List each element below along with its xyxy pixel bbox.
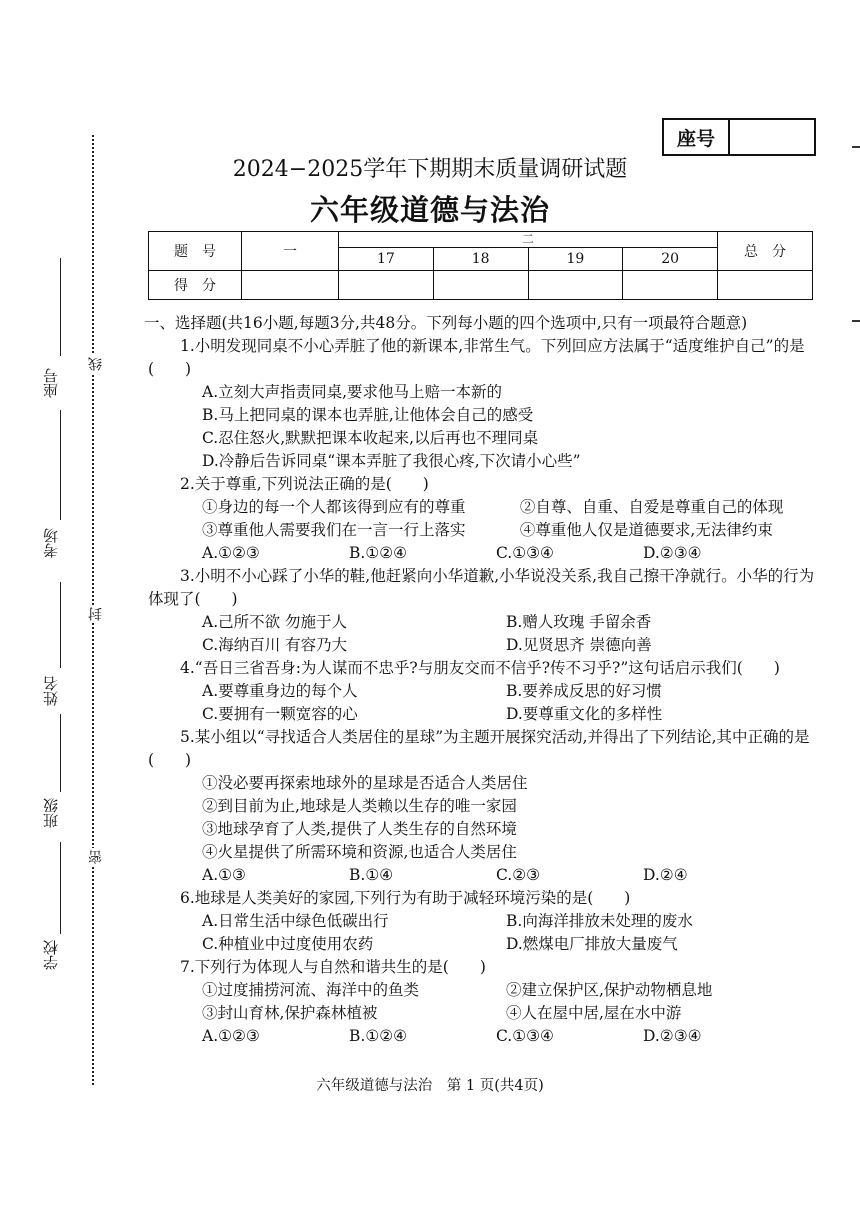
seat-number-box: [662, 118, 816, 156]
field-label-exam-room: 考场: [42, 528, 60, 558]
option-row: [148, 933, 820, 956]
score-cell[interactable]: [242, 271, 339, 300]
option-row: [148, 542, 820, 565]
option-a[interactable]: A.己所不欲 勿施于人: [202, 613, 348, 631]
statement-3: ③封山育林,保护森林植被: [202, 1004, 378, 1022]
exam-subject: 六年级道德与法治: [309, 193, 550, 227]
field-line-seat[interactable]: [60, 258, 61, 356]
option-d[interactable]: D.②③④: [643, 544, 702, 562]
field-label-class: 班级: [42, 798, 60, 828]
option-c[interactable]: C.②③: [496, 866, 541, 884]
statement-1: ①过度捕捞河流、海洋中的鱼类: [202, 981, 420, 999]
statement-4: ④尊重他人仅是道德要求,无法律约束: [519, 521, 773, 539]
statement-2: ②建立保护区,保护动物栖息地: [506, 981, 713, 999]
question-5: [148, 726, 820, 887]
score-table-no-label: 题 号: [149, 232, 242, 271]
option-c[interactable]: C.①③④: [496, 1027, 554, 1045]
statement-1: ①身边的每一个人都该得到应有的尊重: [202, 498, 466, 516]
option-c[interactable]: C.①③④: [496, 544, 554, 562]
statement-3: ③尊重他人需要我们在一言一行上落实: [202, 521, 466, 539]
section-heading: [144, 312, 820, 335]
option-a[interactable]: A.①③: [202, 866, 246, 884]
field-label-school: 学校: [42, 940, 60, 970]
option-b[interactable]: B.马上把同桌的课本也弄脏,让他体会自己的感受: [202, 406, 534, 424]
question-stem: 1.小明发现同桌不小心弄脏了他的新课本,非常生气。下列回应方法属于“适度维护自己”的是( ): [148, 337, 805, 378]
option-d[interactable]: D.②③④: [643, 1027, 702, 1045]
option-row: [148, 910, 820, 933]
option-a[interactable]: A.①②③: [202, 1027, 260, 1045]
score-cell[interactable]: [339, 271, 434, 300]
option-b[interactable]: B.要养成反思的好习惯: [506, 682, 662, 700]
seat-number-field[interactable]: [730, 120, 814, 154]
option-b[interactable]: B.向海洋排放未处理的废水: [506, 912, 693, 930]
score-table-item-19: 19: [528, 248, 623, 271]
option-row: [148, 611, 820, 634]
statement-3: ③地球孕育了人类,提供了人类生存的自然环境: [202, 820, 517, 838]
field-line-name[interactable]: [60, 582, 61, 668]
page-footer: 六年级道德与法治 第 1 页(共4页): [316, 1078, 544, 1094]
score-cell-total[interactable]: [718, 271, 813, 300]
score-cell[interactable]: [623, 271, 718, 300]
field-label-seat: 座号: [42, 368, 60, 398]
statement-2: ②自尊、自重、自爱是尊重自己的体现: [519, 498, 784, 516]
question-stem: 6.地球是人类美好的家园,下列行为有助于减轻环境污染的是( ): [180, 889, 631, 907]
question-1: [148, 335, 820, 473]
field-line-school[interactable]: [60, 842, 61, 934]
score-table-part2: 二: [339, 232, 718, 248]
option-d[interactable]: D.②④: [643, 866, 688, 884]
seal-word-line: 线: [88, 357, 104, 371]
score-table-score-label: 得 分: [149, 271, 242, 300]
option-a[interactable]: A.①②③: [202, 544, 260, 562]
score-table-total-label: 总 分: [718, 232, 813, 271]
score-cell[interactable]: [433, 271, 528, 300]
question-stem: 4.“吾日三省吾身:为人谋而不忠乎?与朋友交而不信乎?传不习乎?”这句话启示我们( ): [180, 659, 780, 677]
option-row: [148, 1025, 820, 1048]
edge-mark: [852, 320, 860, 322]
option-d[interactable]: D.见贤思齐 崇德向善: [506, 636, 652, 654]
field-label-name: 姓名: [42, 676, 60, 706]
exam-title: 2024−2025学年下期期末质量调研试题: [232, 157, 628, 182]
option-row: [148, 703, 820, 726]
question-7: [148, 956, 820, 1048]
option-a[interactable]: A.立刻大声指责同桌,要求他马上赔一本新的: [202, 383, 503, 401]
option-b[interactable]: B.①②④: [349, 1027, 408, 1045]
score-table-part1: 一: [242, 232, 339, 271]
statement-row: [148, 519, 820, 542]
option-b[interactable]: B.①②④: [349, 544, 408, 562]
statement-row: [148, 1002, 820, 1025]
question-stem: 3.小明不小心踩了小华的鞋,他赶紧向小华道歉,小华说没关系,我自己擦干净就行。小华的行为体现了( ): [148, 567, 815, 608]
statement-1: ①没必要再探索地球外的星球是否适合人类居住: [202, 774, 528, 792]
option-row: [148, 680, 820, 703]
question-6: [148, 887, 820, 956]
option-b[interactable]: B.①④: [349, 866, 394, 884]
option-c[interactable]: C.海纳百川 有容乃大: [202, 636, 348, 654]
option-c[interactable]: C.种植业中过度使用农药: [202, 935, 374, 953]
option-a[interactable]: A.要尊重身边的每个人: [202, 682, 358, 700]
field-line-exam-room[interactable]: [60, 410, 61, 520]
score-table: [148, 231, 813, 300]
question-stem: 5.某小组以“寻找适合人类居住的星球”为主题开展探究活动,并得出了下列结论,其中正确的是( ): [148, 728, 810, 769]
option-c[interactable]: C.要拥有一颗宽容的心: [202, 705, 358, 723]
score-table-item-20: 20: [623, 248, 718, 271]
section-title: 一、选择题(共16小题,每题3分,共48分。下列每小题的四个选项中,只有一项最符合题意): [144, 314, 748, 332]
option-d[interactable]: D.要尊重文化的多样性: [506, 705, 663, 723]
option-b[interactable]: B.赠人玫瑰 手留余香: [506, 613, 652, 631]
option-row: [148, 634, 820, 657]
statement-row: [148, 979, 820, 1002]
question-3: [148, 565, 820, 657]
option-c[interactable]: C.忍住怒火,默默把课本收起来,以后再也不理同桌: [202, 429, 539, 447]
option-d[interactable]: D.冷静后告诉同桌“课本弄脏了我很心疼,下次请小心些”: [202, 452, 581, 470]
seat-number-label: 座号: [664, 120, 730, 154]
edge-mark: [852, 146, 860, 148]
statement-2: ②到目前为止,地球是人类赖以生存的唯一家园: [202, 797, 517, 815]
score-table-item-18: 18: [433, 248, 528, 271]
field-line-class[interactable]: [60, 714, 61, 792]
question-2: [148, 473, 820, 565]
statement-row: [148, 496, 820, 519]
question-section: [144, 312, 820, 1048]
seal-word-seal: 封: [88, 607, 104, 621]
question-stem: 2.关于尊重,下列说法正确的是( ): [180, 475, 429, 493]
statement-4: ④火星提供了所需环境和资源,也适合人类居住: [202, 843, 517, 861]
option-d[interactable]: D.燃煤电厂排放大量废气: [506, 935, 678, 953]
statement-4: ④人在屋中居,屋在水中游: [506, 1004, 682, 1022]
option-row: [148, 864, 820, 887]
question-stem: 7.下列行为体现人与自然和谐共生的是( ): [180, 958, 486, 976]
score-table-item-17: 17: [339, 248, 434, 271]
score-cell[interactable]: [528, 271, 623, 300]
question-4: [148, 657, 820, 726]
option-a[interactable]: A.日常生活中绿色低碳出行: [202, 912, 389, 930]
seal-word-secret: 密: [88, 850, 104, 864]
